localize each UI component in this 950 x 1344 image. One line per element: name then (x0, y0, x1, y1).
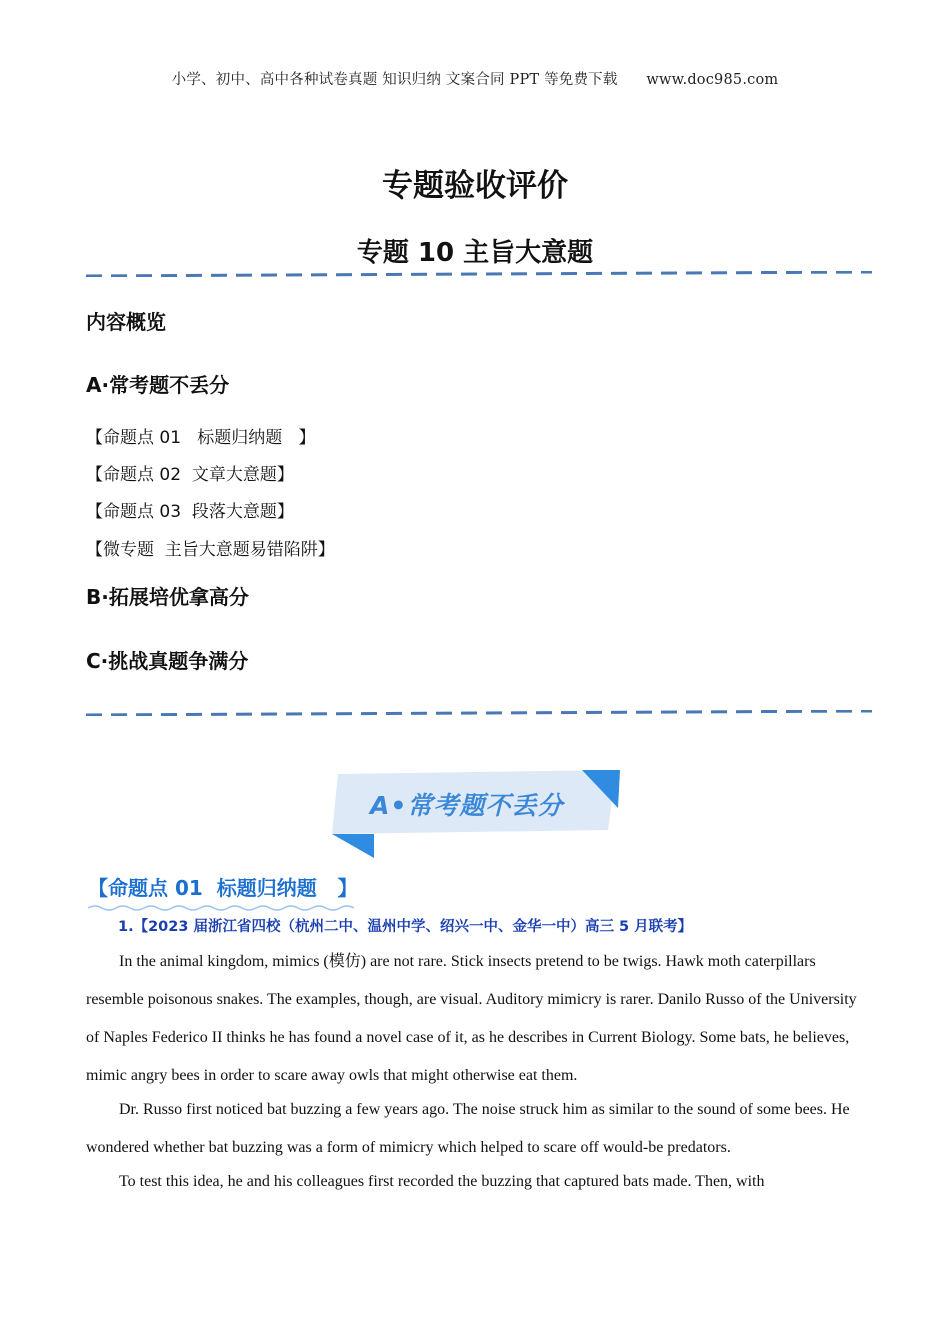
overview-heading: 内容概览 (86, 310, 166, 334)
header-text: 小学、初中、高中各种试卷真题 知识归纳 文案合同 PPT 等免费下载 (171, 72, 618, 88)
toc-item: 【微专题 主旨大意题易错陷阱】 (86, 540, 335, 560)
section-a-heading: A·常考题不丢分 (86, 373, 230, 397)
section-b-heading: B·拓展培优拿高分 (86, 585, 249, 609)
banner-label: A•常考题不丢分 (370, 791, 564, 820)
question-source: 1.【2023 届浙江省四校（杭州二中、温州中学、绍兴一中、金华一中）高三 5 月联考】 (118, 919, 693, 935)
dashed-divider-bottom (86, 710, 872, 714)
header-url[interactable]: www.doc985.com (646, 72, 779, 88)
toc-item: 【命题点 01 标题归纳题 】 (86, 428, 316, 448)
toc-item: 【命题点 03 段落大意题】 (86, 502, 294, 522)
toc-item: 【命题点 02 文章大意题】 (86, 465, 294, 485)
dashed-divider-top (86, 271, 872, 275)
page-subtitle: 专题 10 主旨大意题 (356, 238, 594, 268)
passage-paragraph: To test this idea, he and his colleagues first recorded the buzzing that captured bats made. Then, with (119, 1173, 765, 1190)
section-c-heading: C·挑战真题争满分 (86, 649, 249, 673)
point-title-underline (88, 897, 358, 905)
section-banner (330, 768, 622, 860)
page-title: 专题验收评价 (382, 168, 568, 204)
point-title: 【命题点 01 标题归纳题 】 (88, 876, 358, 900)
passage-paragraph: In the animal kingdom, mimics (模仿) are not rare. Stick insects pretend to be twigs. Hawk moth caterpillars resemble poisonous snakes. The examples, though, are visual. Auditory mimicry is rarer. Danilo Russo of the University of Naples Federico II thinks he has found a novel case of it, as he describes in Current Biology. Some bats, he believes, mimic angry bees in order to scare away owls that might otherwise eat them. (86, 953, 857, 1084)
passage-paragraph: Dr. Russo first noticed bat buzzing a few years ago. The noise struck him as similar to the sound of some bees. He wondered whether bat buzzing was a form of mimicry which helped to scare off would-be predators. (86, 1101, 850, 1156)
page-header (0, 68, 950, 89)
reading-passage (86, 943, 866, 1197)
